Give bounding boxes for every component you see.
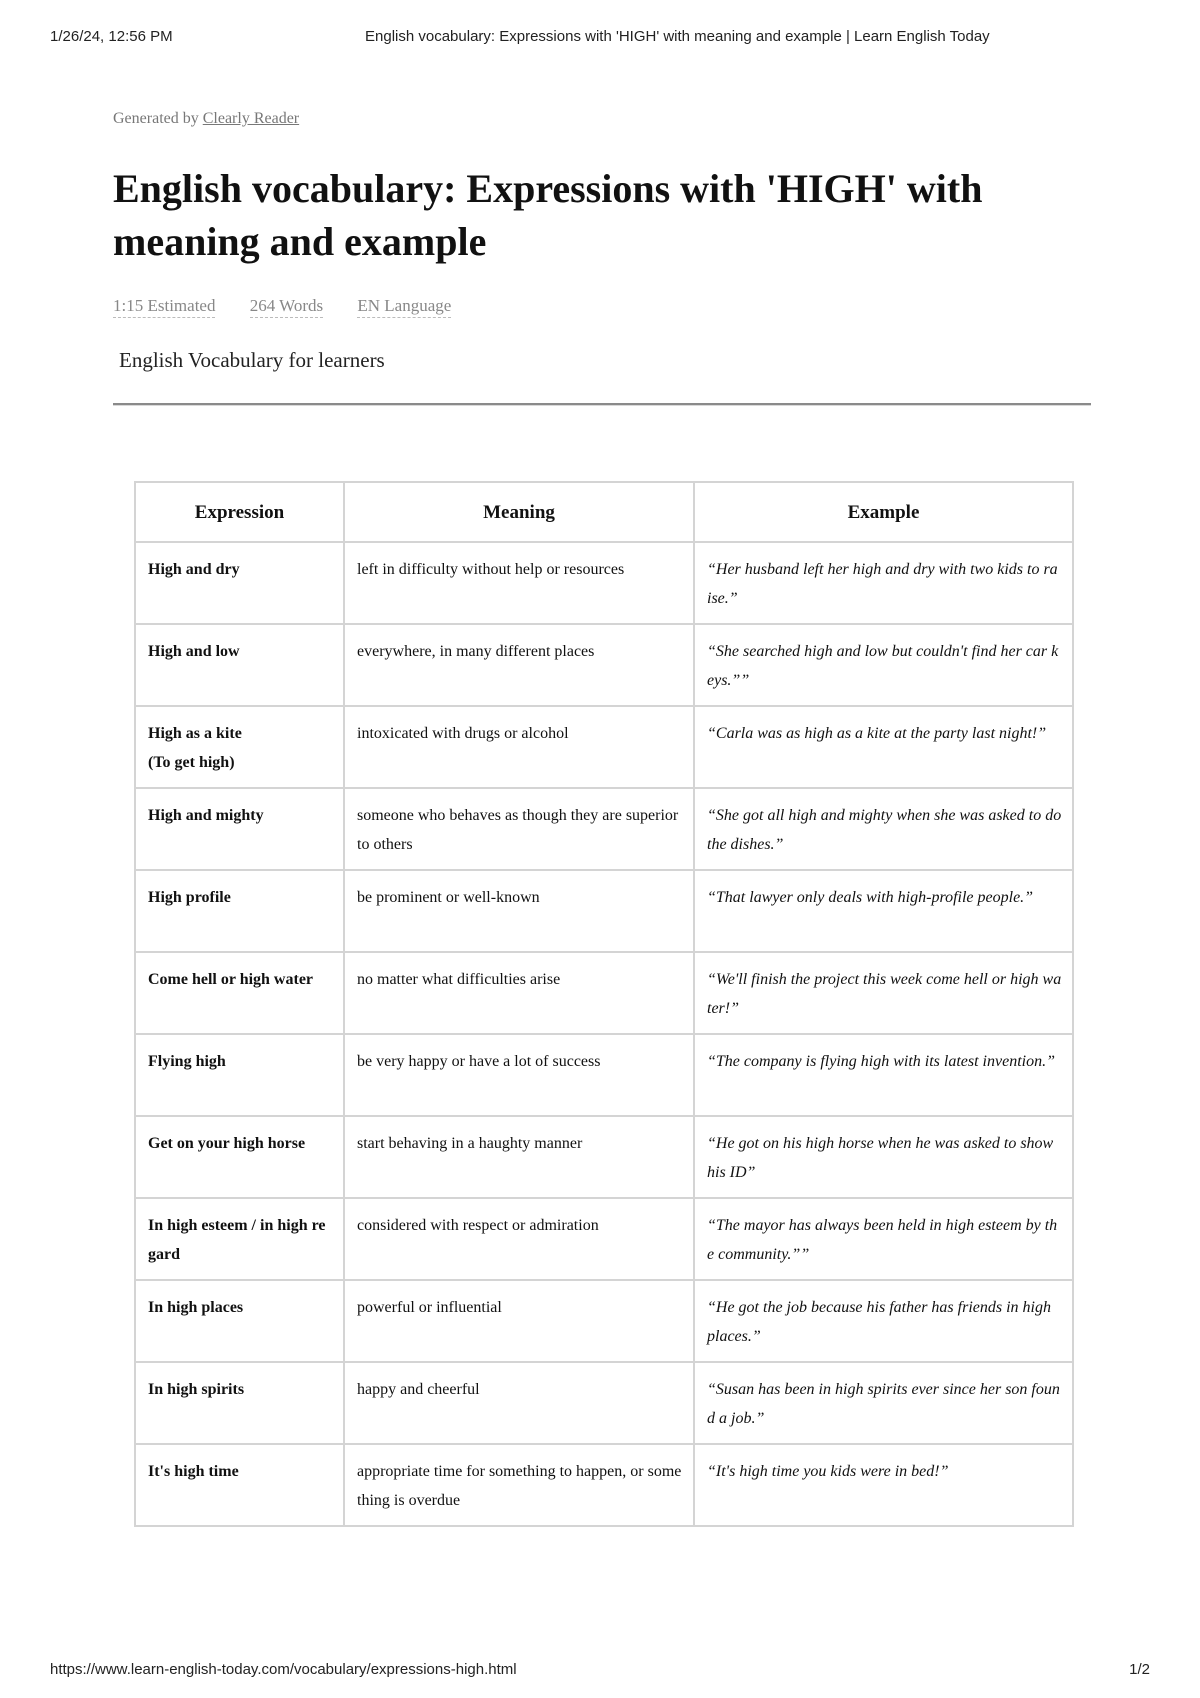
column-header-meaning: Meaning (344, 482, 694, 542)
article-subtitle: English Vocabulary for learners (119, 348, 385, 372)
example-cell: “It's high time you kids were in bed!” (694, 1444, 1073, 1526)
expression-cell (135, 1034, 344, 1116)
clearly-reader-link[interactable]: Clearly Reader (202, 110, 300, 127)
expression-text: High and low (148, 643, 240, 660)
expression-text: In high spirits (148, 1381, 245, 1398)
divider (113, 403, 1091, 406)
expression-cell (135, 1280, 344, 1362)
table-row (135, 624, 1073, 706)
expression-cell (135, 1198, 344, 1280)
expression-text: High and mighty (148, 807, 264, 824)
meaning-cell: powerful or influential (344, 1280, 694, 1362)
table-row (135, 1444, 1073, 1526)
expression-text: In high places (148, 1299, 244, 1316)
table-row (135, 952, 1073, 1034)
expression-text: High profile (148, 889, 231, 906)
example-cell: “She got all high and mighty when she was asked to do the dishes.” (694, 788, 1073, 870)
expression-text: Flying high (148, 1053, 226, 1070)
expression-text: In high esteem / in high regard (148, 1217, 326, 1263)
table-row (135, 1198, 1073, 1280)
meaning-cell: intoxicated with drugs or alcohol (344, 706, 694, 788)
expression-text: High as a kite (148, 725, 242, 742)
table-row (135, 1280, 1073, 1362)
generated-by (113, 110, 1091, 128)
meaning-cell: considered with respect or admiration (344, 1198, 694, 1280)
column-header-example: Example (694, 482, 1073, 542)
expression-cell (135, 1116, 344, 1198)
example-cell: “He got on his high horse when he was asked to show his ID” (694, 1116, 1073, 1198)
example-cell: “That lawyer only deals with high-profile people.” (694, 870, 1073, 952)
example-cell: “The mayor has always been held in high esteem by the community.”” (694, 1198, 1073, 1280)
print-url: https://www.learn-english-today.com/vocabulary/expressions-high.html (50, 1661, 517, 1678)
table-row (135, 706, 1073, 788)
table-row (135, 542, 1073, 624)
meaning-cell: everywhere, in many different places (344, 624, 694, 706)
article (113, 110, 1091, 406)
table-row (135, 1034, 1073, 1116)
meaning-cell: someone who behaves as though they are superior to others (344, 788, 694, 870)
page-number: 1/2 (1129, 1661, 1150, 1678)
meaning-cell: happy and cheerful (344, 1362, 694, 1444)
table-row (135, 788, 1073, 870)
example-cell: “Carla was as high as a kite at the party last night!” (694, 706, 1073, 788)
expression-text: High and dry (148, 561, 240, 578)
example-cell: “He got the job because his father has friends in high places.” (694, 1280, 1073, 1362)
expression-cell (135, 624, 344, 706)
meaning-cell: appropriate time for something to happen, or something is overdue (344, 1444, 694, 1526)
table-row (135, 870, 1073, 952)
generated-by-prefix: Generated by (113, 110, 203, 127)
expression-cell (135, 1444, 344, 1526)
expression-cell (135, 542, 344, 624)
print-date: 1/26/24, 12:56 PM (50, 28, 173, 45)
meaning-cell: start behaving in a haughty manner (344, 1116, 694, 1198)
example-cell: “Her husband left her high and dry with two kids to raise.” (694, 542, 1073, 624)
expression-text: Come hell or high water (148, 971, 314, 988)
example-cell: “She searched high and low but couldn't find her car keys.”” (694, 624, 1073, 706)
expression-cell (135, 706, 344, 788)
page-title: English vocabulary: Expressions with 'HIGH' with meaning and example (113, 166, 983, 264)
expression-variant: (To get high) (148, 754, 235, 771)
meaning-cell: be prominent or well-known (344, 870, 694, 952)
article-meta (113, 296, 1091, 316)
column-header-expression: Expression (135, 482, 344, 542)
language: EN Language (357, 296, 451, 318)
table-row (135, 1116, 1073, 1198)
word-count: 264 Words (250, 296, 323, 318)
expression-cell (135, 952, 344, 1034)
meaning-cell: be very happy or have a lot of success (344, 1034, 694, 1116)
print-page-title: English vocabulary: Expressions with 'HIGH' with meaning and example | Learn English Today (365, 28, 990, 45)
expression-text: Get on your high horse (148, 1135, 306, 1152)
expressions-table (134, 481, 1074, 1527)
meaning-cell: left in difficulty without help or resources (344, 542, 694, 624)
expression-cell (135, 870, 344, 952)
table-row (135, 1362, 1073, 1444)
meaning-cell: no matter what difficulties arise (344, 952, 694, 1034)
expression-text: It's high time (148, 1463, 239, 1480)
expression-cell (135, 788, 344, 870)
expression-cell (135, 1362, 344, 1444)
example-cell: “We'll finish the project this week come hell or high water!” (694, 952, 1073, 1034)
example-cell: “The company is flying high with its latest invention.” (694, 1034, 1073, 1116)
example-cell: “Susan has been in high spirits ever since her son found a job.” (694, 1362, 1073, 1444)
reading-time: 1:15 Estimated (113, 296, 215, 318)
table-body (135, 542, 1073, 1526)
table-header-row (135, 482, 1073, 542)
